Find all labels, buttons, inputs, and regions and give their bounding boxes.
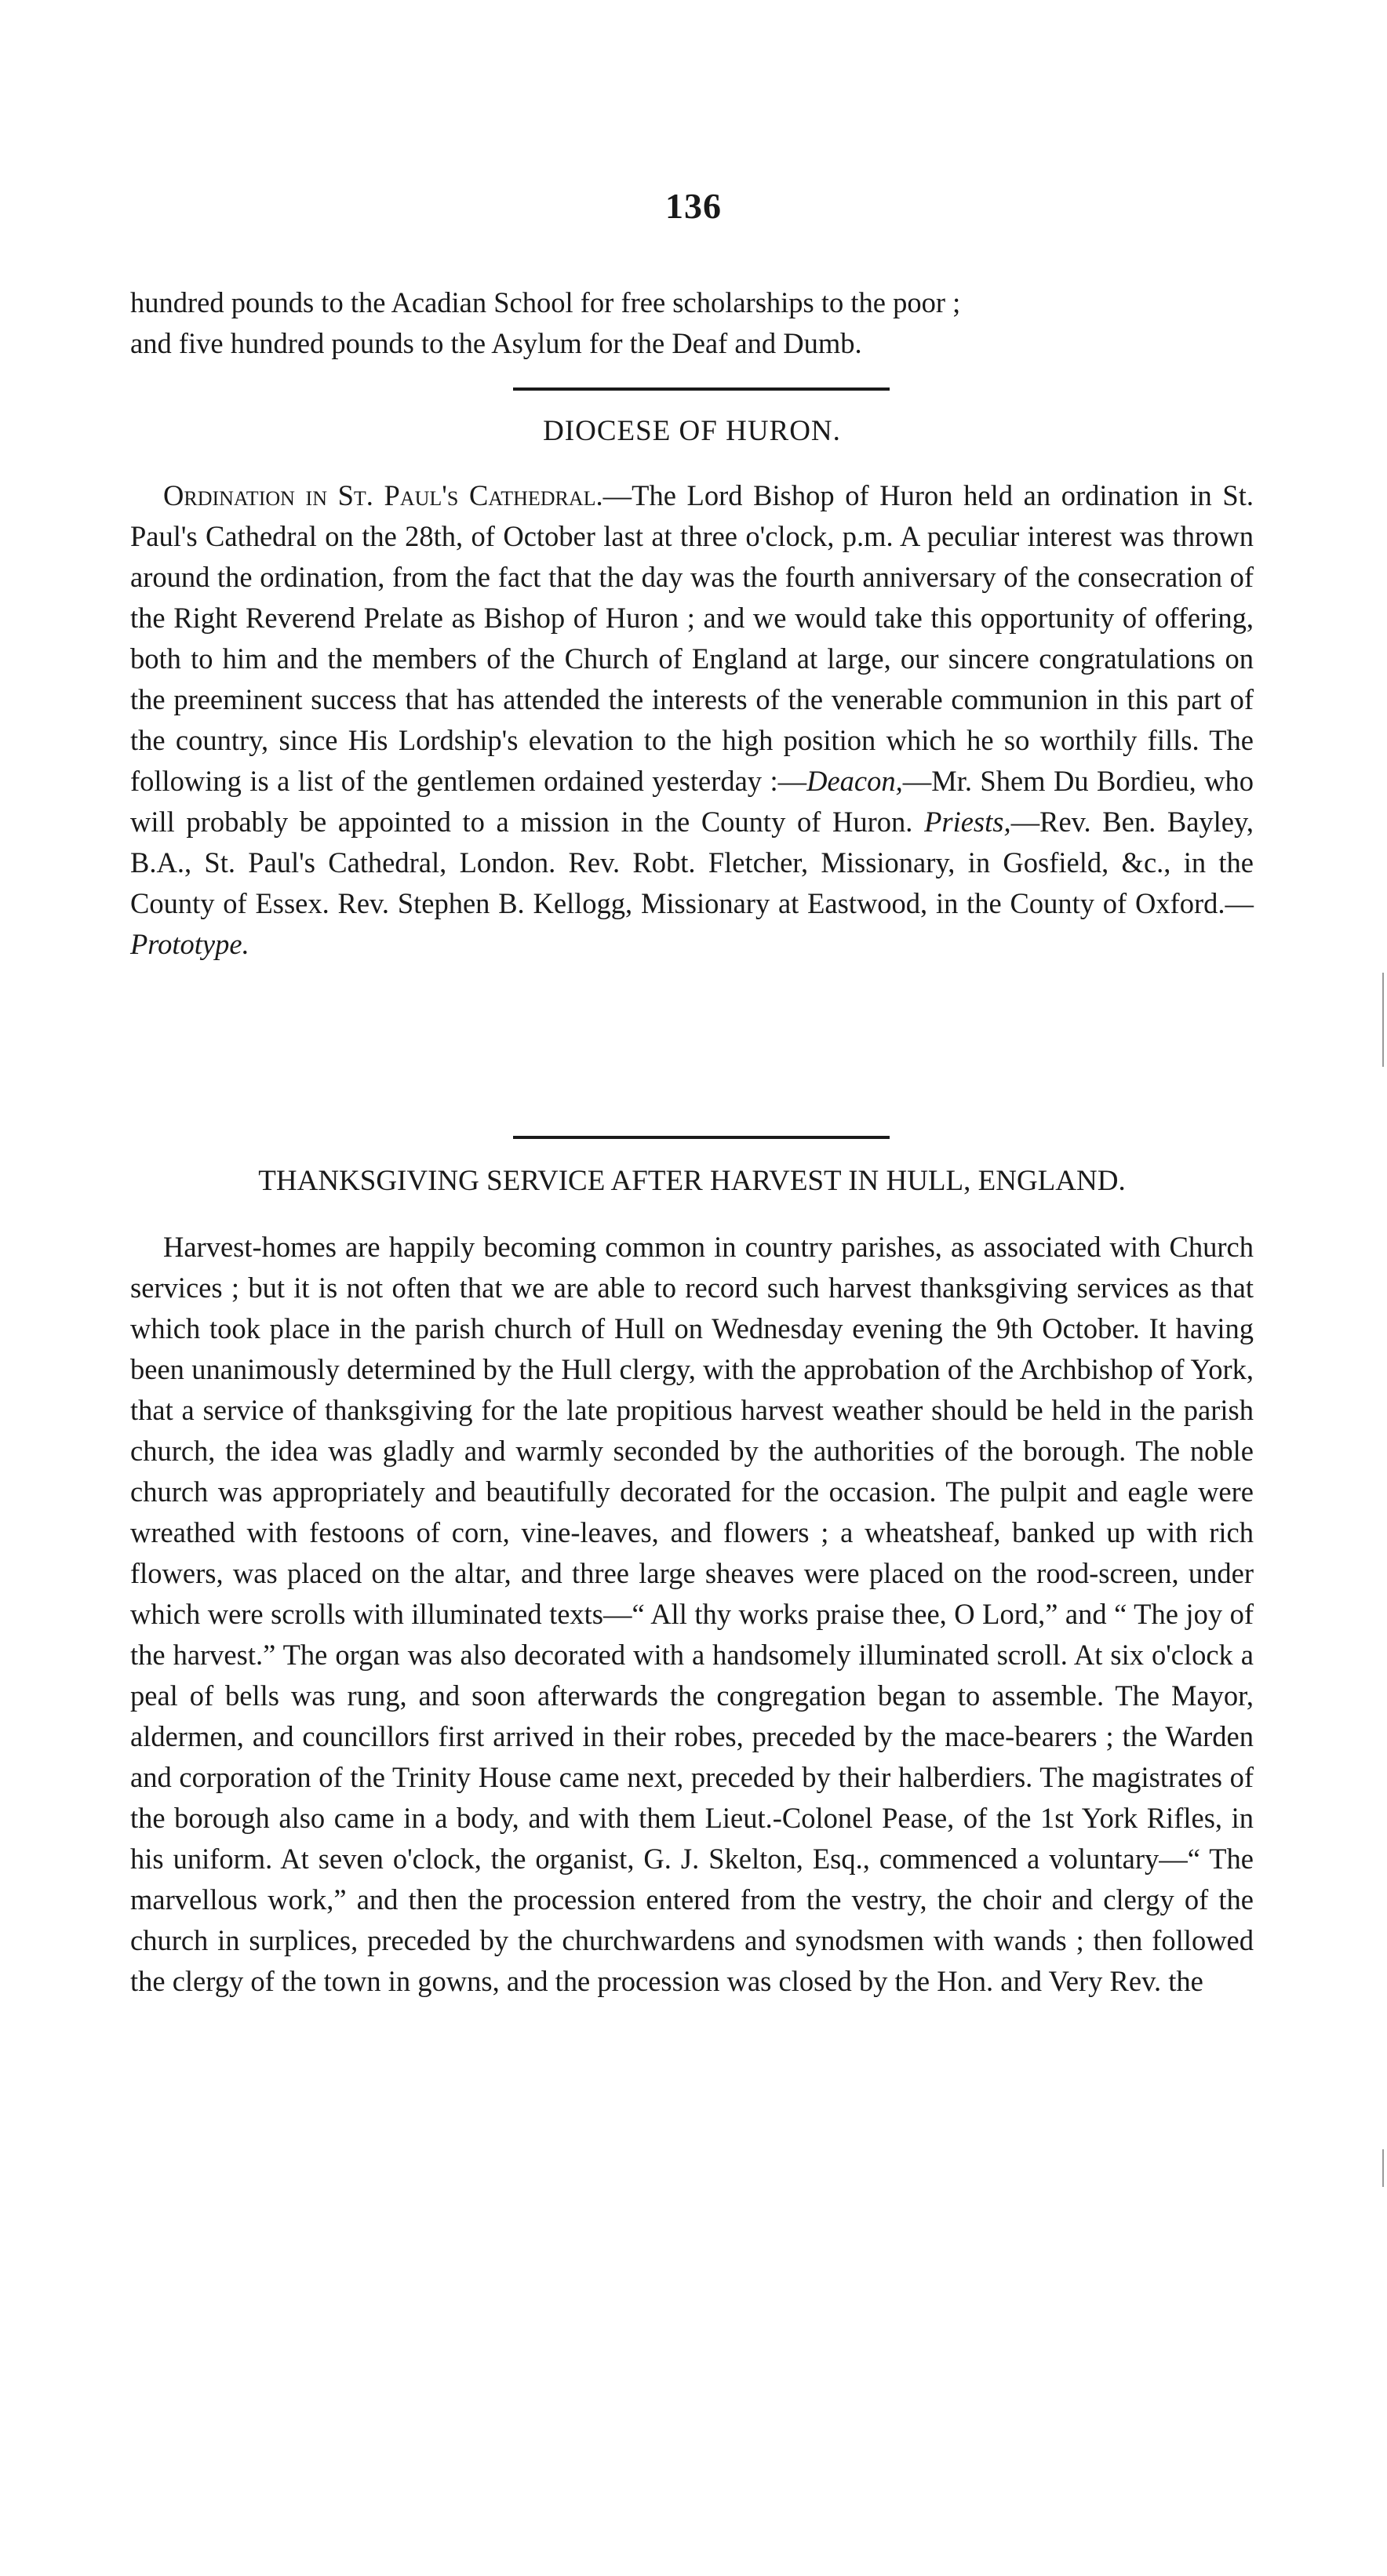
continuation-line-2: and five hundred pounds to the Asylum for the Deaf and Dumb. — [130, 327, 862, 359]
section-heading-huron: DIOCESE OF HURON. — [543, 415, 841, 447]
huron-body-part-1: —The Lord Bishop of Huron held an ordination in St. Paul's Cathedral on the 28th, of October last at three o'clock, p.m. A peculiar interest was thrown around the ordination, from the fact that the day was the fourth anniversary of the consecration of the Right Reverend Prelate as Bishop of Huron ; and we would take this opportunity of offering, both to him and the members of the Church of England at large, our sincere congratulations on the preeminent success that has attended the interests of the venerable communion in this part of the country, since His Lordship's elevation to the high position which he so worthily fills. The following is a list of the gentlemen ordained yesterday :— — [130, 479, 1254, 797]
section-heading-hull: THANKSGIVING SERVICE AFTER HARVEST IN HULL, ENGLAND. — [258, 1165, 1126, 1197]
continuation-paragraph — [130, 282, 1254, 364]
priests-label: Priests, — [924, 806, 1011, 838]
section-divider — [513, 1136, 890, 1139]
section-divider — [513, 387, 890, 391]
scan-edge-mark — [1382, 973, 1384, 1067]
source-attribution: Prototype. — [130, 928, 249, 960]
deacon-label: Deacon, — [806, 765, 903, 797]
hull-article — [130, 1227, 1254, 2002]
huron-body-part-2: —Mr. Shem Du Bordieu, who will probably be appointed to a mission in the County of Huron. — [130, 765, 1254, 838]
hull-paragraph: Harvest-homes are happily becoming common in country parishes, as associated with Church services ; but it is not often that we are able to record such harvest thanksgiving services as that which took place in the parish church of Hull on Wednesday evening the 9th October. It having been unanimously determined by the Hull clergy, with the approbation of the Archbishop of York, that a service of thanksgiving for the late propitious harvest weather should be held in the parish church, the idea was gladly and warmly seconded by the authorities of the borough. The noble church was appropriately and beautifully decorated for the occasion. The pulpit and eagle were wreathed with festoons of corn, vine-leaves, and flowers ; a wheatsheaf, banked up with rich flowers, was placed on the altar, and three large sheaves were placed on the rood-screen, under which were scrolls with illuminated texts—“ All thy works praise thee, O Lord,” and “ The joy of the harvest.” The organ was also decorated with a handsomely illuminated scroll. At six o'clock a peal of bells was rung, and soon afterwards the congregation began to assemble. The Mayor, aldermen, and councillors first arrived in their robes, preceded by the mace-bearers ; the Warden and corporation of the Trinity House came next, preceded by their halberdiers. The magistrates of the borough also came in a body, and with them Lieut.-Colonel Pease, of the 1st York Rifles, in his uniform. At seven o'clock, the organist, G. J. Skelton, Esq., commenced a voluntary—“ The marvellous work,” and then the procession entered from the vestry, the choir and clergy of the church in surplices, preceded by the churchwardens and synodsmen with wands ; then followed the clergy of the town in gowns, and the procession was closed by the Hon. and Very Rev. the — [130, 1231, 1254, 1997]
huron-article — [130, 475, 1254, 965]
article-lead-in: Ordination in St. Paul's Cathedral. — [163, 479, 603, 511]
huron-paragraph — [130, 475, 1254, 965]
continuation-line-1: hundred pounds to the Acadian School for free scholarships to the poor ; — [130, 286, 961, 318]
page-number: 136 — [665, 186, 722, 226]
huron-body-part-3: —Rev. Ben. Bayley, B.A., St. Paul's Cathedral, London. Rev. Robt. Fletcher, Missionary, in Gosfield, &c., in the County of Essex. Rev. Stephen B. Kellogg, Missionary at Eastwood, in the County of Oxford.— — [130, 806, 1254, 919]
scan-edge-mark — [1382, 2149, 1384, 2187]
